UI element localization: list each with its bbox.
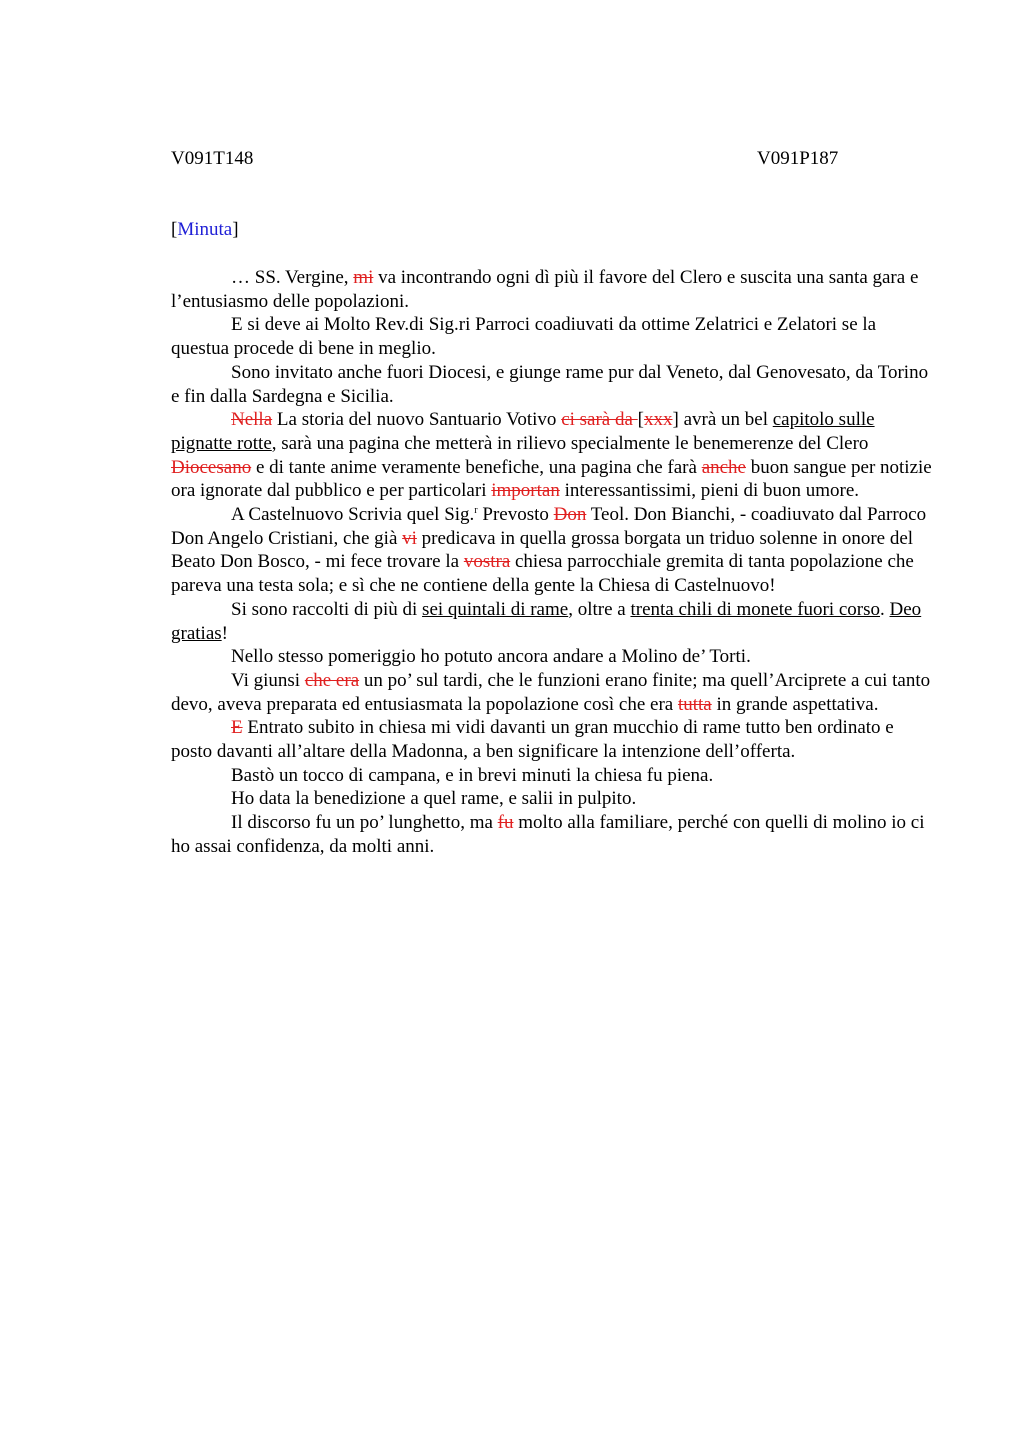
paragraph-3 bbox=[171, 361, 936, 408]
text: buon sangue per notizie ora ignorate dal pubblico e per particolari bbox=[171, 456, 932, 502]
text: molto alla familiare, perché con quelli di molino io ci ho assai confidenza, da molti anni. bbox=[171, 812, 925, 857]
label-minuta: Minuta bbox=[177, 219, 233, 240]
deleted-text: anche bbox=[701, 456, 746, 478]
paragraph-1 bbox=[171, 266, 936, 313]
text: … SS. Vergine, bbox=[231, 267, 354, 288]
paragraph-10 bbox=[171, 764, 936, 788]
underlined-text: trenta chili di monete fuori corso bbox=[630, 598, 881, 620]
text: Nello stesso pomeriggio ho potuto ancora andare a Molino de’ Torti. bbox=[231, 646, 751, 668]
paragraph-4 bbox=[171, 408, 936, 503]
deleted-text: fu bbox=[497, 812, 514, 834]
document-code-right: V091P187 bbox=[757, 148, 839, 169]
paragraph-7 bbox=[171, 645, 936, 669]
text: [ bbox=[637, 409, 644, 431]
label-bracket-open: [ bbox=[171, 219, 178, 240]
deleted-text: importan bbox=[491, 480, 560, 502]
deleted-text: ci sarà da bbox=[561, 409, 638, 431]
deleted-text: mi bbox=[353, 267, 374, 288]
text: Entrato subito in chiesa mi vidi davanti un gran mucchio di rame tutto ben ordinato e posto davanti all’altare della Madonna, a ben significare la intenzione dell’offerta. bbox=[171, 717, 894, 763]
text: , sarà una pagina che metterà in rilievo specialmente le benemerenze del Clero bbox=[271, 432, 869, 454]
text: in grande aspettativa. bbox=[711, 693, 879, 715]
paragraph-5 bbox=[171, 503, 936, 598]
text: Prevosto bbox=[477, 504, 554, 526]
text: E si deve ai Molto Rev.di Sig.ri Parroci coadiuvati da ottime Zelatrici e Zelatori se la questua procede di bene in meglio. bbox=[171, 314, 877, 360]
text: va incontrando ogni dì più il favore del Clero e suscita una santa gara e l’entusiasmo delle popolazioni. bbox=[171, 267, 919, 312]
text: Sono invitato anche fuori Diocesi, e giunge rame pur dal Veneto, dal Genovesato, da Torino e fin dalla Sardegna e Sicilia. bbox=[171, 361, 929, 407]
text: chiesa parrocchiale gremita di tanta popolazione che pareva una testa sola; e sì che ne contiene della gente la Chiesa di Castelnuovo! bbox=[171, 551, 914, 597]
deleted-text: Diocesano bbox=[171, 456, 252, 478]
text: Vi giunsi bbox=[231, 669, 305, 691]
deleted-text: E bbox=[231, 717, 243, 739]
deleted-text: xxx bbox=[644, 409, 673, 431]
text: Si sono raccolti di più di bbox=[231, 598, 423, 620]
deleted-text: vostra bbox=[463, 551, 511, 573]
deleted-text: Nella bbox=[231, 409, 273, 431]
text: A Castelnuovo Scrivia quel Sig. bbox=[231, 504, 475, 526]
underlined-text: capitolo sulle pignatte rotte bbox=[171, 409, 875, 454]
text: Bastò un tocco di campana, e in brevi minuti la chiesa fu piena. bbox=[231, 764, 714, 786]
text: , oltre a bbox=[568, 598, 631, 620]
paragraph-11 bbox=[171, 787, 936, 811]
document-code-left: V091T148 bbox=[171, 148, 254, 169]
deleted-text: tutta bbox=[677, 693, 712, 715]
text: e di tante anime veramente benefiche, una pagina che farà bbox=[251, 456, 702, 478]
paragraph-9 bbox=[171, 716, 936, 763]
text: . bbox=[880, 598, 890, 620]
deleted-text: Don bbox=[553, 504, 587, 526]
label-bracket-close: ] bbox=[232, 219, 239, 240]
paragraph-6 bbox=[171, 598, 936, 645]
underlined-text: sei quintali di rame bbox=[422, 598, 569, 620]
paragraph-2 bbox=[171, 313, 936, 360]
text: predicava in quella grossa borgata un triduo solenne in onore del Beato Don Bosco, - mi fece trovare la bbox=[171, 527, 914, 573]
paragraph-8 bbox=[171, 669, 936, 716]
text: Il discorso fu un po’ lunghetto, ma bbox=[231, 812, 498, 834]
deleted-text: che era bbox=[304, 669, 360, 691]
text: un po’ sul tardi, che le funzioni erano finite; ma quell’Arciprete a cui tanto devo, aveva preparata ed entusiasmata la popolazione così che era bbox=[171, 669, 931, 715]
underlined-text: Deo gratias bbox=[171, 598, 922, 644]
letter-body bbox=[171, 266, 936, 859]
document-type-label bbox=[171, 218, 239, 241]
text: Ho data la benedizione a quel rame, e salii in pulpito. bbox=[231, 788, 637, 810]
text: ] avrà un bel bbox=[672, 409, 773, 431]
text: interessantissimi, pieni di buon umore. bbox=[559, 480, 860, 502]
deleted-text: vi bbox=[402, 527, 417, 549]
text: ! bbox=[221, 622, 228, 644]
text: La storia del nuovo Santuario Votivo bbox=[272, 409, 562, 431]
text: Teol. Don Bianchi, - coadiuvato dal Parroco Don Angelo Cristiani, che già bbox=[171, 504, 927, 549]
superscript: r bbox=[474, 505, 478, 517]
paragraph-12 bbox=[171, 811, 936, 858]
